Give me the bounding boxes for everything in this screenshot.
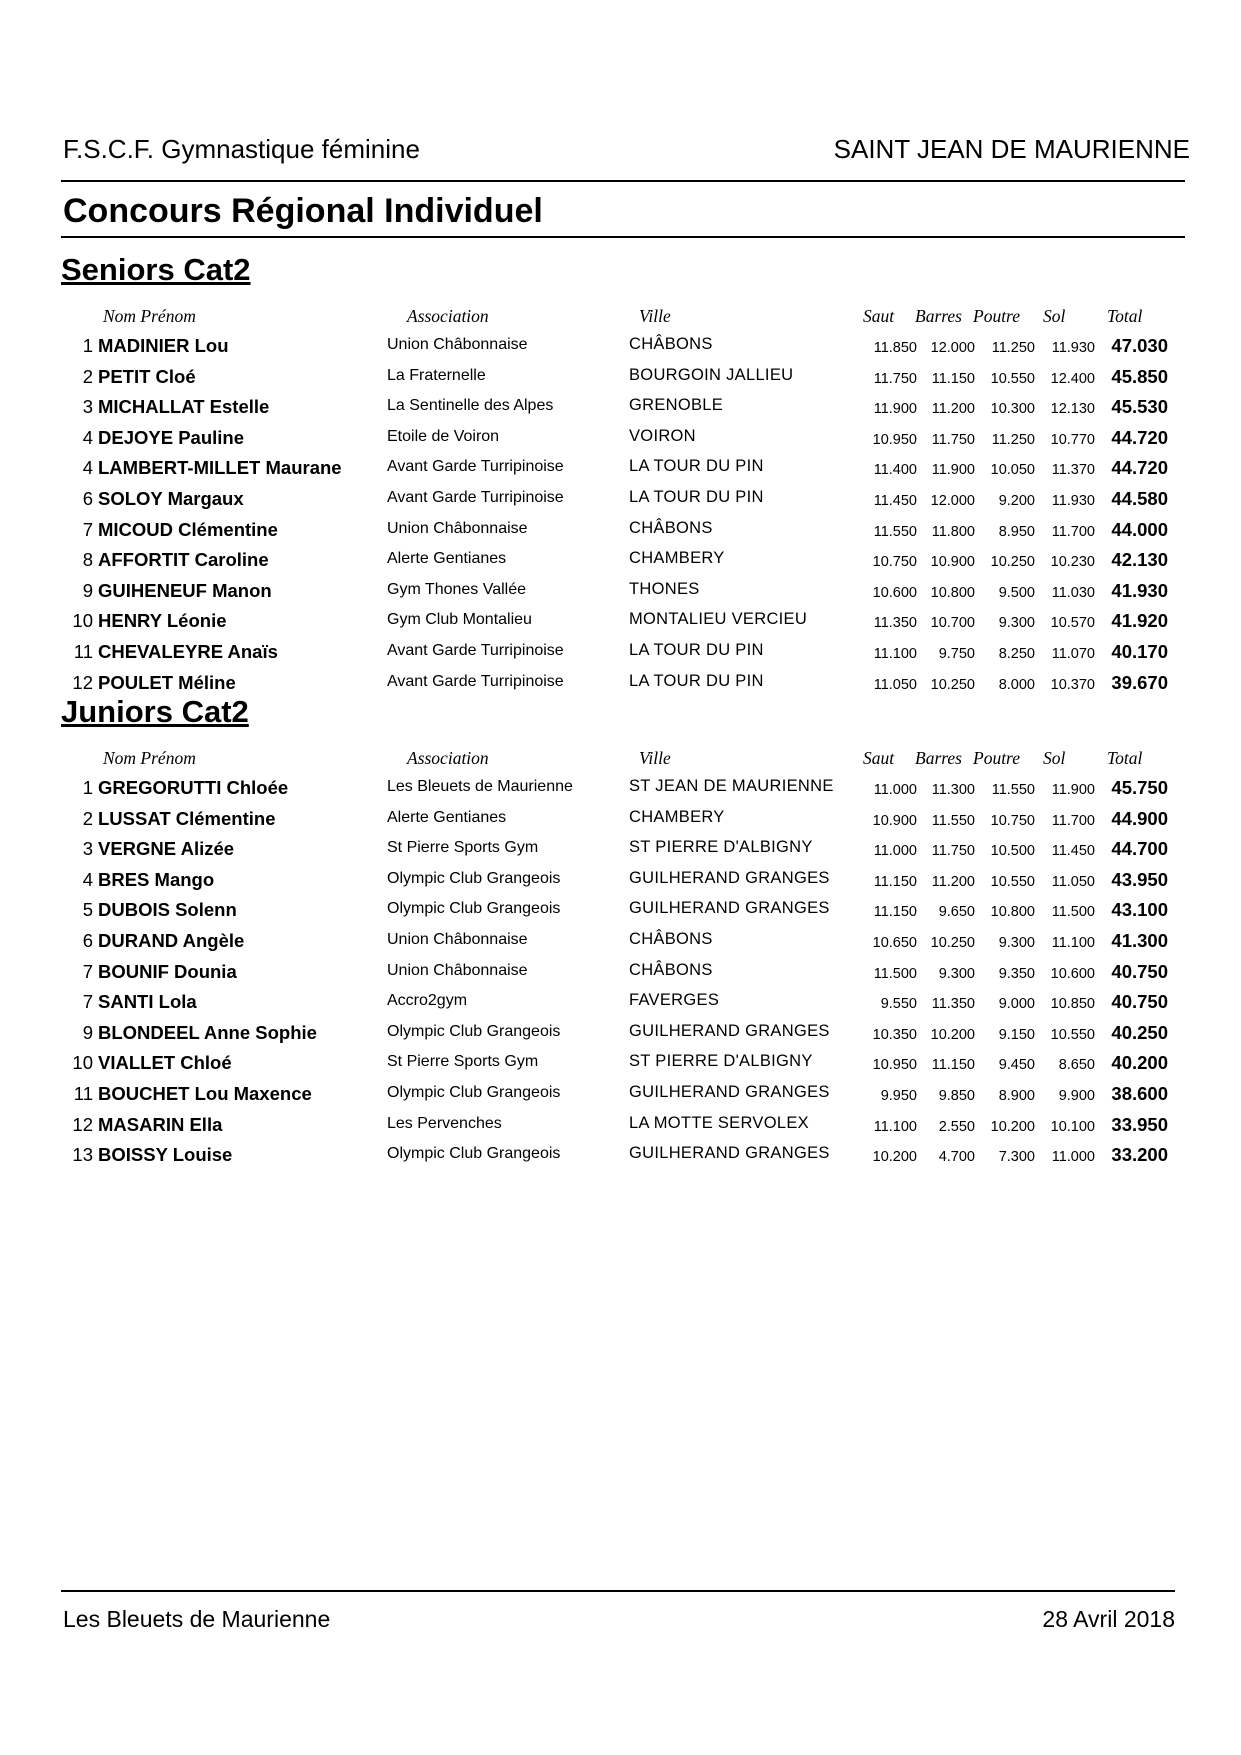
score-total: 41.930 [1111,579,1168,601]
score-saut: 10.650 [872,934,917,951]
column-header-assoc: Association [407,748,489,768]
city: CHÂBONS [629,335,713,353]
score-barres: 10.250 [930,934,975,951]
score-barres: 11.550 [931,812,975,829]
score-sol: 9.900 [1058,1087,1095,1104]
score-poutre: 8.000 [998,676,1035,693]
score-total: 33.200 [1111,1144,1168,1166]
association: Union Châbonnaise [387,930,528,948]
table-row [61,927,1185,958]
score-sol: 11.930 [1051,492,1095,509]
score-barres: 12.000 [930,492,975,509]
score-saut: 11.150 [873,904,917,921]
document-title-bar [61,190,1185,238]
rank: 2 [82,807,93,829]
association: Union Châbonnaise [387,336,528,353]
score-barres: 10.800 [930,584,975,601]
athlete-name: BRES Mango [98,868,215,890]
score-poutre: 8.250 [998,645,1035,662]
association: Les Bleuets de Maurienne [387,778,573,795]
score-total: 45.850 [1111,365,1168,387]
column-header-barres: Barres [915,306,962,326]
city: BOURGOIN JALLIEU [629,365,794,384]
table-row [61,835,1185,866]
athlete-name: CHEVALEYRE Anaïs [98,640,278,662]
score-poutre: 9.200 [998,492,1035,509]
score-saut: 11.000 [873,782,917,798]
association: Olympic Club Grangeois [387,1145,561,1163]
score-sol: 10.600 [1050,965,1095,982]
score-poutre: 9.150 [998,1026,1035,1043]
score-sol: 10.100 [1050,1118,1095,1135]
city: ST PIERRE D'ALBIGNY [629,1052,813,1071]
score-total: 40.200 [1111,1052,1168,1074]
score-poutre: 11.250 [991,340,1035,356]
score-sol: 11.370 [1051,462,1095,479]
athlete-name: DEJOYE Pauline [98,426,244,448]
rank: 8 [82,549,93,571]
city: GUILHERAND GRANGES [629,899,830,918]
association: Union Châbonnaise [387,519,528,537]
score-poutre: 10.500 [990,843,1035,860]
rank: 7 [82,518,93,540]
score-poutre: 10.200 [990,1118,1035,1135]
score-total: 44.900 [1111,807,1168,829]
athlete-name: MICHALLAT Estelle [98,396,270,418]
table-row [61,332,1185,363]
score-sol: 11.100 [1051,934,1095,951]
score-poutre: 9.350 [998,965,1035,982]
score-barres: 11.350 [931,996,975,1013]
rank: 5 [82,899,93,921]
rank: 1 [82,335,93,356]
table-row [61,1080,1185,1111]
rank: 10 [72,1052,93,1074]
score-sol: 11.700 [1051,812,1095,829]
association: Union Châbonnaise [387,961,528,979]
score-sol: 10.850 [1050,996,1095,1013]
city: ST PIERRE D'ALBIGNY [629,838,813,857]
score-total: 40.250 [1111,1021,1168,1043]
score-barres: 11.200 [931,401,975,418]
score-poutre: 9.300 [998,615,1035,632]
score-saut: 11.750 [873,370,917,387]
association: Avant Garde Turripinoise [387,672,564,690]
table-row [61,607,1185,638]
rank: 1 [82,777,93,798]
rank: 4 [82,457,93,479]
rank: 4 [82,868,93,890]
score-saut: 11.900 [873,401,917,418]
city: CHAMBERY [629,807,725,826]
score-total: 40.750 [1111,991,1168,1013]
score-sol: 10.370 [1050,676,1095,693]
athlete-name: AFFORTIT Caroline [98,549,269,571]
score-saut: 11.400 [873,462,917,479]
column-header-total: Total [1107,306,1143,326]
score-sol: 10.570 [1050,615,1095,632]
table-row [61,896,1185,927]
score-barres: 9.850 [938,1087,975,1104]
score-total: 39.670 [1111,671,1168,693]
column-header-barres: Barres [915,748,962,768]
score-sol: 11.900 [1051,782,1095,798]
association: Alerte Gentianes [387,808,507,826]
score-poutre: 11.250 [991,431,1035,448]
score-barres: 9.750 [938,645,975,662]
athlete-name: PETIT Cloé [98,365,196,387]
score-sol: 11.700 [1051,523,1095,540]
page-footer [61,1590,1175,1636]
score-total: 40.750 [1111,960,1168,982]
score-poutre: 10.800 [990,904,1035,921]
city: CHAMBERY [629,549,725,568]
column-header-row [61,746,1185,774]
table-row [61,546,1185,577]
score-sol: 11.000 [1051,1149,1095,1166]
city: GUILHERAND GRANGES [629,1144,830,1163]
rank: 9 [82,579,93,601]
city: LA TOUR DU PIN [629,487,764,506]
city: ST JEAN DE MAURIENNE [629,777,834,795]
score-total: 41.300 [1111,929,1168,951]
rank: 7 [82,960,93,982]
score-saut: 9.550 [880,996,917,1013]
rank: 7 [82,991,93,1013]
association: Olympic Club Grangeois [387,869,561,887]
score-barres: 9.300 [938,965,975,982]
venue-name: SAINT JEAN DE MAURIENNE [833,134,1190,164]
score-barres: 2.550 [938,1118,975,1135]
athlete-name: MASARIN Ella [98,1113,223,1135]
organisation-name: F.S.C.F. Gymnastique féminine [63,134,420,164]
score-barres: 11.800 [931,523,975,540]
city: FAVERGES [629,991,720,1010]
score-total: 47.030 [1111,335,1168,356]
score-poutre: 10.750 [990,812,1035,829]
section-juniors [61,692,1185,1172]
score-total: 44.720 [1111,457,1168,479]
score-total: 44.000 [1111,518,1168,540]
city: MONTALIEU VERCIEU [629,610,808,629]
table-row [61,1019,1185,1050]
score-total: 43.100 [1111,899,1168,921]
table-row [61,638,1185,669]
score-saut: 9.950 [880,1087,917,1104]
section-title: Juniors Cat2 [61,694,249,729]
footer-club: Les Bleuets de Maurienne [63,1606,331,1632]
rank: 3 [82,838,93,860]
athlete-name: HENRY Léonie [98,610,227,632]
table-row [61,866,1185,897]
score-barres: 10.900 [930,554,975,571]
rank: 6 [82,929,93,951]
score-barres: 11.750 [931,843,975,860]
score-sol: 11.070 [1051,645,1095,662]
score-sol: 10.550 [1050,1026,1095,1043]
table-row [61,1111,1185,1142]
section-seniors [61,250,1185,699]
score-saut: 10.350 [872,1026,917,1043]
score-total: 44.720 [1111,426,1168,448]
table-row [61,485,1185,516]
score-barres: 10.700 [930,615,975,632]
athlete-name: VERGNE Alizée [98,838,235,860]
score-total: 42.130 [1111,549,1168,571]
table-row [61,424,1185,455]
association: St Pierre Sports Gym [387,839,539,857]
score-barres: 11.200 [931,873,975,890]
score-saut: 10.950 [872,1057,917,1074]
score-saut: 11.100 [873,1118,917,1135]
athlete-name: MICOUD Clémentine [98,518,278,540]
score-sol: 11.450 [1051,843,1095,860]
city: GUILHERAND GRANGES [629,1021,830,1040]
column-header-sol: Sol [1043,306,1066,326]
column-header-assoc: Association [407,306,489,326]
athlete-name: DURAND Angèle [98,929,245,951]
column-header-name: Nom Prénom [103,748,196,768]
athlete-name: SANTI Lola [98,991,197,1013]
city: GUILHERAND GRANGES [629,1082,830,1101]
score-poutre: 9.500 [998,584,1035,601]
score-total: 44.580 [1111,487,1168,509]
score-barres: 11.900 [931,462,975,479]
score-total: 41.920 [1111,610,1168,632]
score-poutre: 9.300 [998,934,1035,951]
score-poutre: 10.550 [990,873,1035,890]
athlete-name: SOLOY Margaux [98,487,244,509]
table-row [61,774,1185,805]
score-sol: 12.400 [1050,370,1095,387]
athlete-name: DUBOIS Solenn [98,899,237,921]
association: Olympic Club Grangeois [387,1022,561,1040]
score-saut: 11.000 [873,843,917,860]
score-poutre: 10.250 [990,554,1035,571]
association: La Fraternelle [387,366,486,384]
score-poutre: 8.900 [998,1087,1035,1104]
score-total: 38.600 [1111,1082,1168,1104]
athlete-name: POULET Méline [98,671,236,693]
score-barres: 11.150 [931,1057,975,1074]
score-saut: 10.600 [872,584,917,601]
score-saut: 11.050 [873,676,917,693]
score-barres: 9.650 [938,904,975,921]
page-header [61,130,1190,182]
column-header-ville: Ville [639,748,671,768]
column-header-row [61,304,1185,332]
athlete-name: LAMBERT-MILLET Maurane [98,457,342,479]
score-poutre: 9.450 [998,1057,1035,1074]
city: GRENOBLE [629,396,724,415]
score-poutre: 10.300 [990,401,1035,418]
score-sol: 10.230 [1050,554,1095,571]
column-header-saut: Saut [863,748,895,768]
score-sol: 12.130 [1050,401,1095,418]
column-header-total: Total [1107,748,1143,768]
score-poutre: 9.000 [998,996,1035,1013]
city: CHÂBONS [629,518,713,537]
score-saut: 10.900 [872,812,917,829]
score-poutre: 10.550 [990,370,1035,387]
table-row [61,454,1185,485]
rank: 13 [72,1144,93,1166]
table-row [61,1141,1185,1172]
score-total: 45.530 [1111,396,1168,418]
score-saut: 11.150 [873,873,917,890]
score-saut: 10.200 [872,1149,917,1166]
score-saut: 11.850 [873,340,917,356]
table-row [61,363,1185,394]
association: La Sentinelle des Alpes [387,397,554,415]
association: Alerte Gentianes [387,550,507,568]
association: Olympic Club Grangeois [387,900,561,918]
score-saut: 11.550 [873,523,917,540]
score-barres: 4.700 [938,1149,975,1166]
association: Avant Garde Turripinoise [387,458,564,476]
city: LA MOTTE SERVOLEX [629,1113,809,1132]
rank: 6 [82,487,93,509]
city: LA TOUR DU PIN [629,457,764,476]
rank: 11 [73,1082,93,1104]
score-poutre: 8.950 [998,523,1035,540]
score-sol: 11.050 [1051,873,1095,890]
city: LA TOUR DU PIN [629,671,764,690]
athlete-name: BOUNIF Dounia [98,960,237,982]
city: CHÂBONS [629,960,713,979]
rank: 12 [72,1113,93,1135]
score-total: 45.750 [1111,777,1168,798]
score-total: 33.950 [1111,1113,1168,1135]
athlete-name: GUIHENEUF Manon [98,579,272,601]
table-row [61,393,1185,424]
association: Les Pervenches [387,1114,502,1132]
score-saut: 11.100 [873,645,917,662]
score-saut: 10.950 [872,431,917,448]
score-poutre: 11.550 [991,782,1035,798]
score-sol: 10.770 [1050,431,1095,448]
association: Etoile de Voiron [387,427,500,445]
city: VOIRON [629,426,696,445]
association: Accro2gym [387,992,468,1010]
rank: 12 [72,671,93,693]
table-row [61,958,1185,989]
table-row [61,577,1185,608]
athlete-name: LUSSAT Clémentine [98,807,276,829]
footer-date: 28 Avril 2018 [1042,1606,1175,1632]
rank: 10 [72,610,93,632]
association: Olympic Club Grangeois [387,1083,561,1101]
score-barres: 11.300 [931,782,975,798]
score-barres: 11.750 [931,431,975,448]
city: CHÂBONS [629,929,713,948]
column-header-name: Nom Prénom [103,306,196,326]
association: Avant Garde Turripinoise [387,488,564,506]
athlete-name: VIALLET Chloé [98,1052,232,1074]
column-header-sol: Sol [1043,748,1066,768]
score-total: 44.700 [1111,838,1168,860]
rank: 4 [82,426,93,448]
column-header-poutre: Poutre [973,748,1020,768]
column-header-saut: Saut [863,306,895,326]
city: LA TOUR DU PIN [629,640,764,659]
rank: 11 [73,640,93,662]
score-poutre: 10.050 [990,462,1035,479]
score-barres: 10.200 [930,1026,975,1043]
score-saut: 10.750 [872,554,917,571]
athlete-name: BOUCHET Lou Maxence [98,1082,312,1104]
city: GUILHERAND GRANGES [629,868,830,887]
column-header-poutre: Poutre [973,306,1020,326]
athlete-name: MADINIER Lou [98,335,229,356]
score-sol: 8.650 [1058,1057,1095,1074]
rank: 3 [82,396,93,418]
table-row [61,805,1185,836]
score-poutre: 7.300 [998,1149,1035,1166]
association: St Pierre Sports Gym [387,1053,539,1071]
score-barres: 11.150 [931,370,975,387]
rank: 2 [82,365,93,387]
city: THONES [629,579,700,598]
table-row [61,988,1185,1019]
athlete-name: GREGORUTTI Chloée [98,777,289,798]
table-row [61,516,1185,547]
table-row [61,1049,1185,1080]
section-title: Seniors Cat2 [61,252,251,287]
score-saut: 11.500 [873,965,917,982]
score-total: 40.170 [1111,640,1168,662]
score-sol: 11.030 [1051,584,1095,601]
document-title: Concours Régional Individuel [63,192,543,230]
score-saut: 11.450 [873,492,917,509]
score-sol: 11.930 [1051,340,1095,356]
athlete-name: BOISSY Louise [98,1144,233,1166]
score-total: 43.950 [1111,868,1168,890]
column-header-ville: Ville [639,306,671,326]
association: Gym Thones Vallée [387,580,527,598]
association: Avant Garde Turripinoise [387,641,564,659]
score-saut: 11.350 [873,615,917,632]
score-barres: 12.000 [930,340,975,356]
association: Gym Club Montalieu [387,611,532,629]
score-sol: 11.500 [1051,904,1095,921]
athlete-name: BLONDEEL Anne Sophie [98,1021,317,1043]
score-barres: 10.250 [930,676,975,693]
rank: 9 [82,1021,93,1043]
